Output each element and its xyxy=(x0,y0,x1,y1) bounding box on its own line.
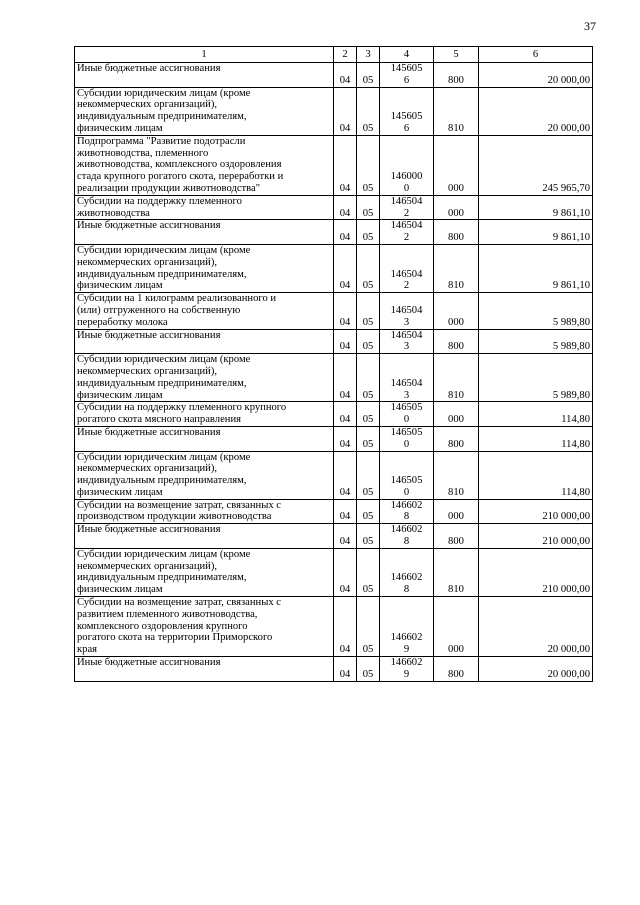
section-code-cell: 04 xyxy=(334,524,357,549)
table-row xyxy=(75,244,593,292)
amount-cell: 9 861,10 xyxy=(479,244,593,292)
header-cell: 4 xyxy=(380,47,434,63)
expense-type-cell: 800 xyxy=(434,426,479,451)
row-name-cell: Субсидии на возмещение затрат, связанных с развитием племенного животноводства, комплексного оздоровления крупного рогатого скота на территории Приморского края xyxy=(75,597,334,657)
amount-cell: 5 989,80 xyxy=(479,293,593,329)
row-name-cell: Иные бюджетные ассигнования xyxy=(75,524,334,549)
section-code-cell: 04 xyxy=(334,657,357,682)
subsection-code-cell: 05 xyxy=(357,657,380,682)
row-name-cell: Субсидии юридическим лицам (кроме некоммерческих организаций), индивидуальным предпринимателям, физическим лицам xyxy=(75,451,334,499)
table-header-row xyxy=(75,47,593,63)
section-code-cell: 04 xyxy=(334,135,357,195)
header-cell: 1 xyxy=(75,47,334,63)
header-cell: 5 xyxy=(434,47,479,63)
row-name-cell: Субсидии юридическим лицам (кроме некоммерческих организаций), индивидуальным предпринимателям, физическим лицам xyxy=(75,354,334,402)
row-name-cell: Иные бюджетные ассигнования xyxy=(75,220,334,245)
amount-cell: 20 000,00 xyxy=(479,597,593,657)
table-row xyxy=(75,220,593,245)
amount-cell: 210 000,00 xyxy=(479,548,593,596)
expense-type-cell: 800 xyxy=(434,657,479,682)
table-row xyxy=(75,426,593,451)
header-cell: 3 xyxy=(357,47,380,63)
table-row xyxy=(75,499,593,524)
subsection-code-cell: 05 xyxy=(357,244,380,292)
table-row xyxy=(75,524,593,549)
subsection-code-cell: 05 xyxy=(357,63,380,88)
expense-type-cell: 810 xyxy=(434,451,479,499)
row-name-cell: Иные бюджетные ассигнования xyxy=(75,426,334,451)
target-article-cell: 146504 3 xyxy=(380,354,434,402)
target-article-cell: 146504 2 xyxy=(380,244,434,292)
section-code-cell: 04 xyxy=(334,63,357,88)
target-article-cell: 146505 0 xyxy=(380,426,434,451)
target-article-cell: 146602 9 xyxy=(380,597,434,657)
section-code-cell: 04 xyxy=(334,548,357,596)
budget-table xyxy=(74,46,593,682)
subsection-code-cell: 05 xyxy=(357,499,380,524)
page-number: 37 xyxy=(584,19,596,33)
amount-cell: 114,80 xyxy=(479,426,593,451)
table-row xyxy=(75,329,593,354)
table-row xyxy=(75,354,593,402)
target-article-cell: 146504 3 xyxy=(380,293,434,329)
expense-type-cell: 800 xyxy=(434,63,479,88)
subsection-code-cell: 05 xyxy=(357,548,380,596)
target-article-cell: 146602 8 xyxy=(380,499,434,524)
section-code-cell: 04 xyxy=(334,597,357,657)
header-cell: 2 xyxy=(334,47,357,63)
row-name-cell: Субсидии юридическим лицам (кроме некоммерческих организаций), индивидуальным предпринимателям, физическим лицам xyxy=(75,548,334,596)
table-row xyxy=(75,548,593,596)
subsection-code-cell: 05 xyxy=(357,451,380,499)
row-name-cell: Субсидии на возмещение затрат, связанных с производством продукции животноводства xyxy=(75,499,334,524)
section-code-cell: 04 xyxy=(334,499,357,524)
table-row xyxy=(75,293,593,329)
expense-type-cell: 000 xyxy=(434,195,479,220)
target-article-cell: 146504 2 xyxy=(380,220,434,245)
expense-type-cell: 800 xyxy=(434,329,479,354)
table-row xyxy=(75,597,593,657)
section-code-cell: 04 xyxy=(334,220,357,245)
table-row xyxy=(75,195,593,220)
subsection-code-cell: 05 xyxy=(357,402,380,427)
header-cell: 6 xyxy=(479,47,593,63)
table-row xyxy=(75,135,593,195)
row-name-cell: Субсидии на поддержку племенного крупного рогатого скота мясного направления xyxy=(75,402,334,427)
table-row xyxy=(75,402,593,427)
subsection-code-cell: 05 xyxy=(357,87,380,135)
expense-type-cell: 000 xyxy=(434,597,479,657)
target-article-cell: 146602 8 xyxy=(380,548,434,596)
amount-cell: 9 861,10 xyxy=(479,195,593,220)
section-code-cell: 04 xyxy=(334,195,357,220)
section-code-cell: 04 xyxy=(334,426,357,451)
target-article-cell: 145605 6 xyxy=(380,63,434,88)
target-article-cell: 146505 0 xyxy=(380,451,434,499)
subsection-code-cell: 05 xyxy=(357,135,380,195)
target-article-cell: 146505 0 xyxy=(380,402,434,427)
section-code-cell: 04 xyxy=(334,354,357,402)
amount-cell: 20 000,00 xyxy=(479,657,593,682)
amount-cell: 5 989,80 xyxy=(479,354,593,402)
row-name-cell: Иные бюджетные ассигнования xyxy=(75,63,334,88)
subsection-code-cell: 05 xyxy=(357,220,380,245)
expense-type-cell: 000 xyxy=(434,402,479,427)
subsection-code-cell: 05 xyxy=(357,354,380,402)
subsection-code-cell: 05 xyxy=(357,195,380,220)
section-code-cell: 04 xyxy=(334,293,357,329)
expense-type-cell: 000 xyxy=(434,293,479,329)
expense-type-cell: 800 xyxy=(434,220,479,245)
table-row xyxy=(75,87,593,135)
row-name-cell: Иные бюджетные ассигнования xyxy=(75,329,334,354)
row-name-cell: Субсидии юридическим лицам (кроме некоммерческих организаций), индивидуальным предпринимателям, физическим лицам xyxy=(75,244,334,292)
section-code-cell: 04 xyxy=(334,402,357,427)
target-article-cell: 146504 3 xyxy=(380,329,434,354)
amount-cell: 210 000,00 xyxy=(479,499,593,524)
section-code-cell: 04 xyxy=(334,87,357,135)
target-article-cell: 145605 6 xyxy=(380,87,434,135)
table-row xyxy=(75,451,593,499)
subsection-code-cell: 05 xyxy=(357,293,380,329)
expense-type-cell: 810 xyxy=(434,354,479,402)
amount-cell: 5 989,80 xyxy=(479,329,593,354)
amount-cell: 9 861,10 xyxy=(479,220,593,245)
target-article-cell: 146000 0 xyxy=(380,135,434,195)
expense-type-cell: 000 xyxy=(434,499,479,524)
expense-type-cell: 810 xyxy=(434,548,479,596)
amount-cell: 20 000,00 xyxy=(479,87,593,135)
row-name-cell: Субсидии на поддержку племенного животноводства xyxy=(75,195,334,220)
expense-type-cell: 810 xyxy=(434,87,479,135)
subsection-code-cell: 05 xyxy=(357,524,380,549)
expense-type-cell: 800 xyxy=(434,524,479,549)
row-name-cell: Субсидии юридическим лицам (кроме некоммерческих организаций), индивидуальным предпринимателям, физическим лицам xyxy=(75,87,334,135)
amount-cell: 210 000,00 xyxy=(479,524,593,549)
amount-cell: 20 000,00 xyxy=(479,63,593,88)
amount-cell: 245 965,70 xyxy=(479,135,593,195)
amount-cell: 114,80 xyxy=(479,451,593,499)
section-code-cell: 04 xyxy=(334,451,357,499)
row-name-cell: Субсидии на 1 килограмм реализованного и (или) отгруженного на собственную переработку молока xyxy=(75,293,334,329)
row-name-cell: Подпрограмма "Развитие подотрасли животноводства, племенного животноводства, комплексного оздоровления стада крупного рогатого скота, переработки и реализации продукции животноводства" xyxy=(75,135,334,195)
row-name-cell: Иные бюджетные ассигнования xyxy=(75,657,334,682)
target-article-cell: 146602 9 xyxy=(380,657,434,682)
section-code-cell: 04 xyxy=(334,244,357,292)
subsection-code-cell: 05 xyxy=(357,597,380,657)
table-row xyxy=(75,63,593,88)
amount-cell: 114,80 xyxy=(479,402,593,427)
subsection-code-cell: 05 xyxy=(357,426,380,451)
target-article-cell: 146504 2 xyxy=(380,195,434,220)
table-row xyxy=(75,657,593,682)
expense-type-cell: 000 xyxy=(434,135,479,195)
section-code-cell: 04 xyxy=(334,329,357,354)
subsection-code-cell: 05 xyxy=(357,329,380,354)
target-article-cell: 146602 8 xyxy=(380,524,434,549)
expense-type-cell: 810 xyxy=(434,244,479,292)
